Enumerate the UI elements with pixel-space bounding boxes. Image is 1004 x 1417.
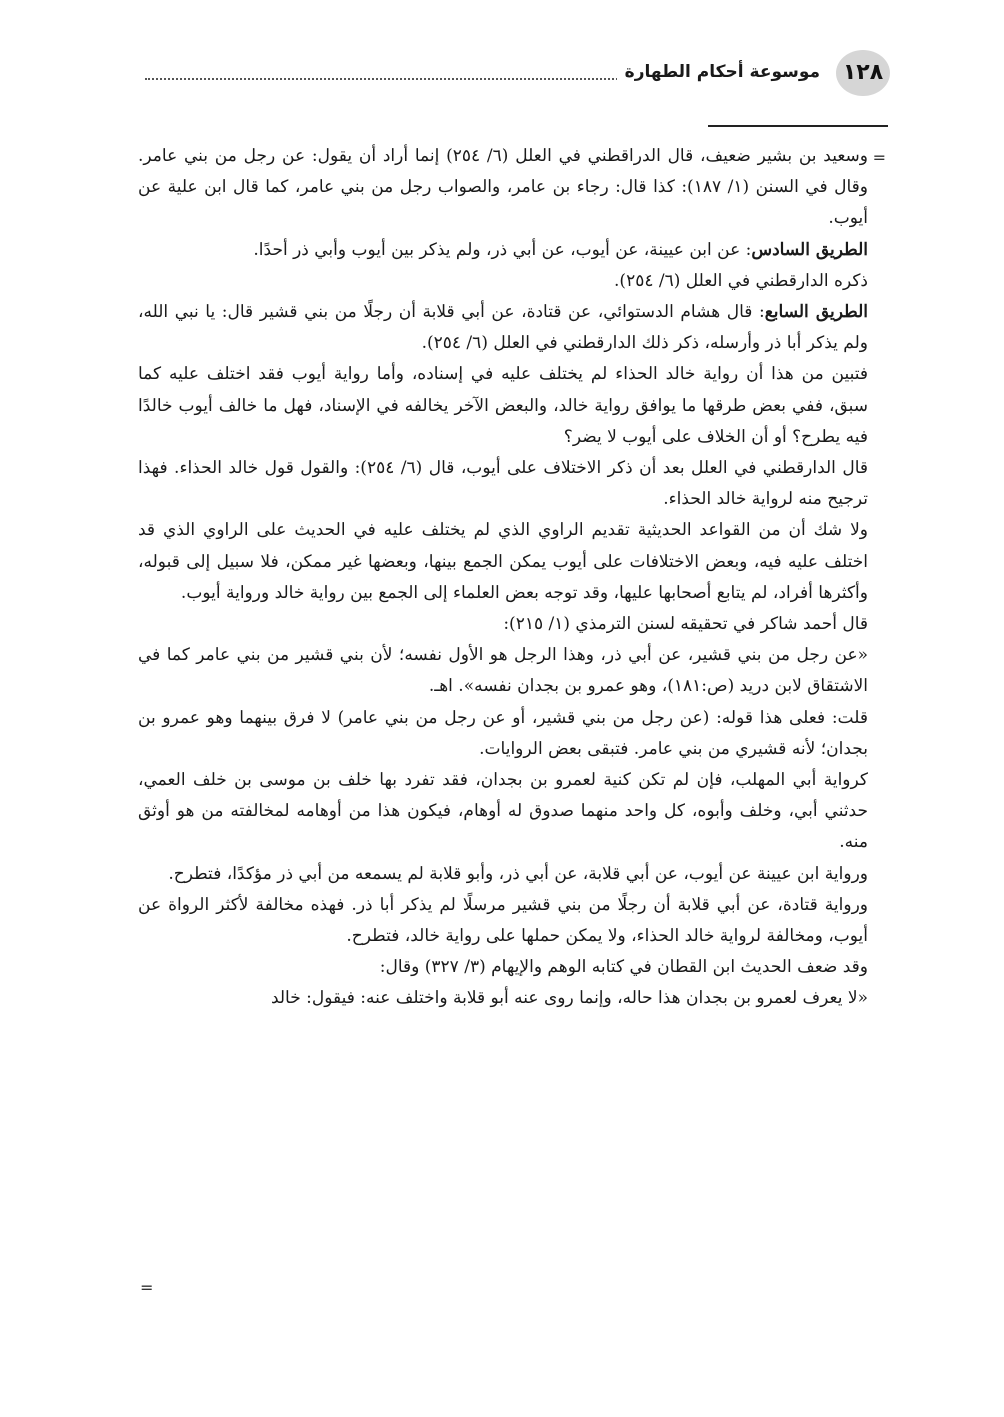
paragraph: ذكره الدارقطني في العلل (٦/ ٢٥٤). [614,270,868,291]
continuation-marker-top: = [872,148,886,167]
footnote-body [138,141,868,1015]
paragraph: قلت: فعلى هذا قوله: (عن رجل من بني قشير، أو عن رجل من بني عامر) لا فرق بينهما وهو عمرو بن بجدان؛ لأنه قشيري من بني عامر. فتبقى بعض الروايات. [138,707,868,759]
paragraph: ورواية ابن عيينة عن أيوب، عن أبي قلابة، عن أبي ذر، وأبو قلابة لم يسمعه من أبي ذر مؤكدًا، فتطرح. [168,863,868,884]
paragraph: قال الدارقطني في العلل بعد أن ذكر الاختلاف على أيوب، قال (٦/ ٢٥٤): والقول قول خالد الحذاء. فهذا ترجيح منه لرواية خالد الحذاء. [138,458,868,510]
paragraph [138,297,868,359]
quotation: «عن رجل من بني قشير، عن أبي ذر، وهذا الرجل هو الأول نفسه؛ لأن بني قشير من بني عامر كما في الاشتقاق لابن دريد (ص:١٨١)، وهو عمرو بن بجدان نفسه». اهـ. [138,645,868,697]
paragraph: ورواية قتادة، عن أبي قلابة أن رجلًا من بني قشير مرسلًا لم يذكر أبا ذر. فهذه مخالفة لأكثر الرواة عن أيوب، ومخالفة لرواية خالد الحذاء، ولا يمكن حملها على رواية خالد، فتطرح. [138,894,868,947]
paragraph: ولا شك أن من القواعد الحديثية تقديم الراوي الذي لم يختلف عليه في الحديث على الراوي الذي قد اختلف عليه فيه، وبعض الاختلافات على أيوب يمكن الجمع بينها، وبعضها غير ممكن، فلا سبيل إلى قبوله، وأكثرها أفراد، لم يتابع أصحابها عليها، وقد توجه بعض العلماء إلى الجمع بين رواية خالد ورواية أيوب. [138,520,868,603]
heading-seventh-route: الطريق السابع [764,302,868,323]
paragraph: فتبين من هذا أن رواية خالد الحذاء لم يختلف عليه في إسناده، وأما رواية أيوب فقد اختلف عليه كما سبق، ففي بعض طرقها ما يوافق رواية خالد، والبعض الآخر يخالفه في الإسناد، فهل ما خالف أيوب خالدًا فيه يطرح؟ أو أن الخلاف على أيوب لا يضر؟ [138,364,868,447]
paragraph: وقد ضعف الحديث ابن القطان في كتابه الوهم والإيهام (٣/ ٣٢٧) وقال: [379,957,868,978]
paragraph-text: : قال هشام الدستوائي، عن قتادة، عن أبي قلابة أن رجلًا من بني قشير قال: يا نبي الله، ولم يذكر أبا ذر وأرسله، ذكر ذلك الدارقطني في العلل (٦/ ٢٥٤). [138,302,868,354]
paragraph: وسعيد بن بشير ضعيف، قال الدراقطني في العلل (٦/ ٢٥٤) إنما أراد أن يقول: عن رجل من بني عامر. وقال في السنن (١/ ١٨٧): كذا قال: رجاء بن عامر، والصواب رجل من بني عامر، كما قال ابن علية عن أيوب. [138,146,868,229]
footnote-separator-rule [708,125,888,127]
page-header [145,50,890,96]
paragraph-text: : عن ابن عيينة، عن أيوب، عن أبي ذر، ولم يذكر بين أيوب وأبي ذر أحدًا. [253,239,752,260]
quotation: «لا يعرف لعمرو بن بجدان هذا حاله، وإنما روى عنه أبو قلابة واختلف عنه: فيقول: خالد [270,988,868,1009]
book-title: موسوعة أحكام الطهارة [617,50,828,96]
paragraph [138,235,868,266]
page-number-badge: ١٢٨ [836,50,890,96]
continuation-marker-bottom: = [140,1278,154,1297]
paragraph: قال أحمد شاكر في تحقيقه لسنن الترمذي (١/ ٢١٥): [503,614,868,635]
heading-sixth-route: الطريق السادس [751,239,868,260]
paragraph: كرواية أبي المهلب، فإن لم تكن كنية لعمرو بن بجدان، فقد تفرد بها خلف بن موسى بن خلف العمي، حدثني أبي، وخلف وأبوه، كل واحد منهما صدوق له أوهام، فيكون هذا من أوهامه لمخالفته من هو أوثق منه. [138,770,868,853]
